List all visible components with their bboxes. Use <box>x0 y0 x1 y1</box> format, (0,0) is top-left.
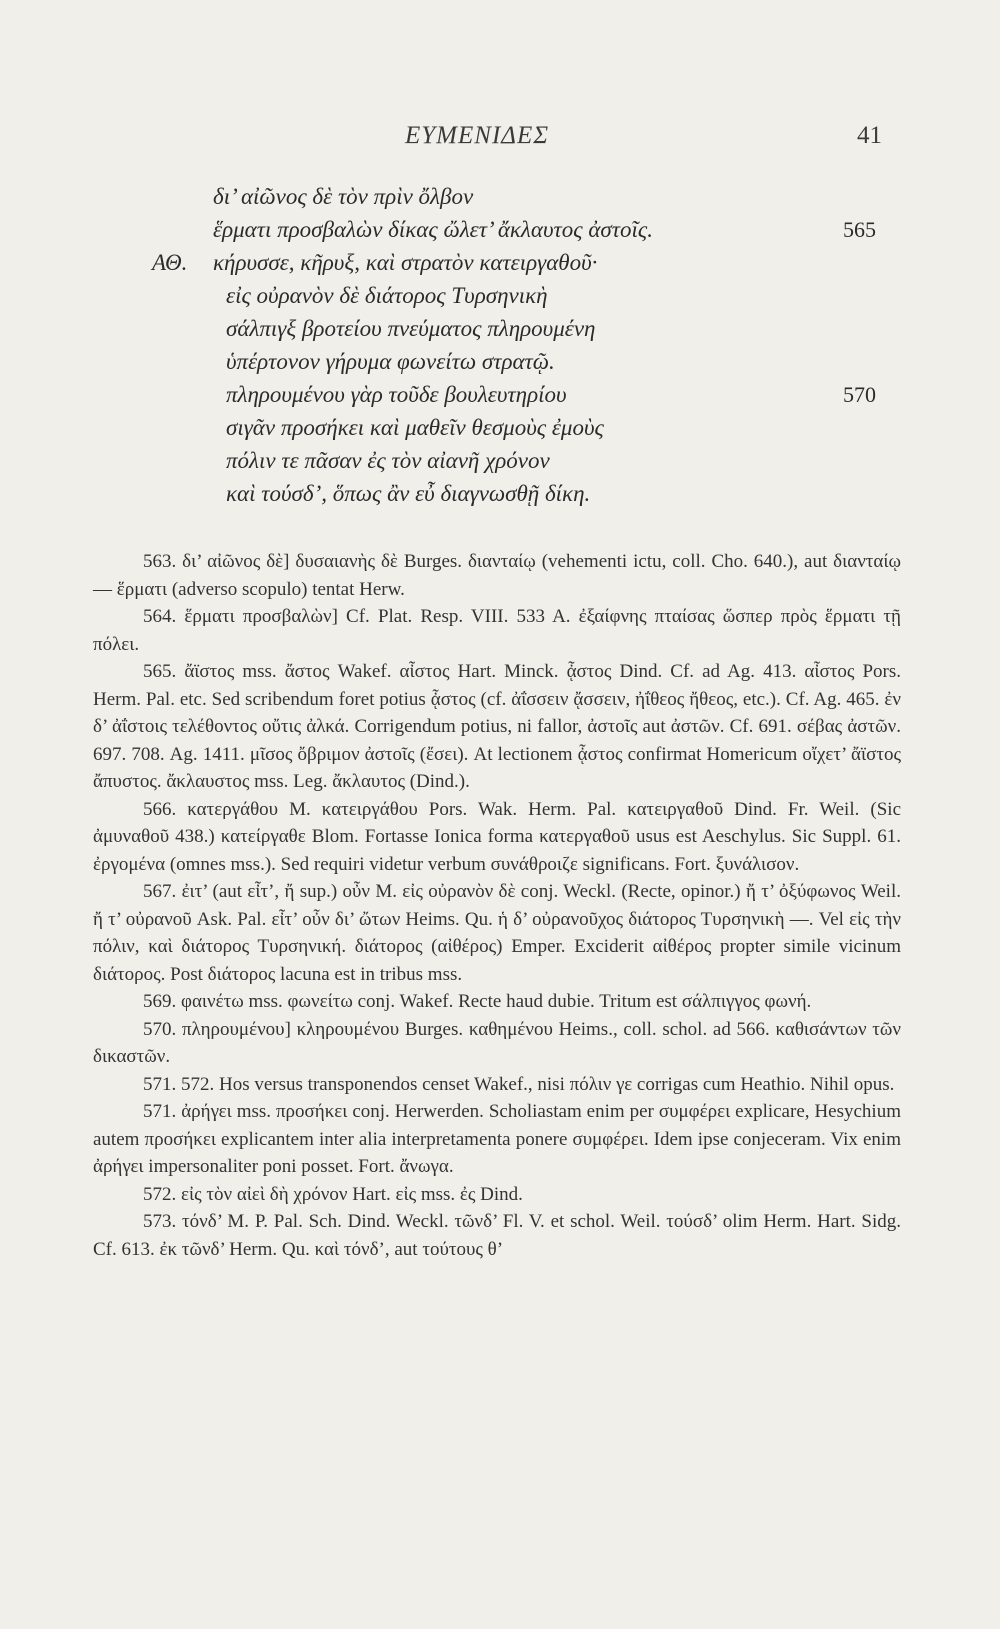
verse-line-text: ἕρματι προσβαλὼν δίκας ὤλετ’ ἄκλαυτος ἀστοῖς. <box>213 217 653 242</box>
verse-line <box>0 213 1000 246</box>
apparatus-note: 567. ἐιτ’ (aut εἶτ’, ἤ sup.) οὖν M. εἰς οὐρανὸν δὲ conj. Weckl. (Recte, opinor.) ἤ τ’ ὀξύφωνος Weil. ἤ τ’ οὐρανοῦ Ask. Pal. εἶτ’ οὖν δι’ ὤτων Heims. Qu. ἡ δ’ οὐρανοῦχος διάτορος Τυρσηνικὴ —. Vel εἰς τὴν πόλιν, καὶ διάτορος Τυρσηνική. διάτορος (αἰθέρος) Emper. Exciderit αἰθέρος propter simile vicinum διάτορος. Post διάτορος lacuna est in tribus mss. <box>93 881 901 985</box>
running-title: ΕΥΜΕΝΙΔΕΣ <box>405 122 550 149</box>
verse-line <box>0 279 1000 312</box>
apparatus-note: 563. δι’ αἰῶνος δὲ] δυσαιανὴς δὲ Burges. διανταίῳ (vehementi ictu, coll. Cho. 640.), aut διανταίῳ — ἕρματι (adverso scopulo) tentat Herw. <box>93 551 901 600</box>
apparatus-note: 569. φαινέτω mss. φωνείτω conj. Wakef. Recte haud dubie. Tritum est σάλπιγγος φωνή. <box>143 991 812 1012</box>
verse-line-text: κήρυσσε, κῆρυξ, καὶ στρατὸν κατειργαθοῦ· <box>213 250 598 275</box>
critical-apparatus <box>93 548 901 1263</box>
verse-line <box>0 411 1000 444</box>
verse-line <box>0 246 1000 279</box>
line-number: 565 <box>843 217 876 242</box>
verse-line-text: εἰς οὐρανὸν δὲ διάτορος Τυρσηνικὴ <box>226 283 548 308</box>
verse-line-text: ὑπέρτονον γήρυμα φωνείτω στρατῷ. <box>226 349 555 374</box>
verse-line <box>0 345 1000 378</box>
apparatus-note: 564. ἕρματι προσβαλὼν] Cf. Plat. Resp. VIII. 533 A. ἐξαίφνης πταίσας ὥσπερ πρὸς ἕρματι τῇ πόλει. <box>93 606 901 655</box>
apparatus-note: 566. κατεργάθου M. κατειργάθου Pors. Wak. Herm. Pal. κατειργαθοῦ Dind. Fr. Weil. (Sic ἀμυναθοῦ 438.) κατείργαθε Blom. Fortasse Ionica forma κατεργαθοῦ usus est Aeschylus. Sic Suppl. 61. ἐργομένα (omnes mss.). Sed requiri videtur verbum συνάθροιζε significans. Fort. ξυνάλισον. <box>93 798 901 875</box>
verse-line-text: πληρουμένου γὰρ τοῦδε βουλευτηρίου <box>226 382 567 407</box>
verse-line-text: σάλπιγξ βροτείου πνεύματος πληρουμένη <box>226 316 596 341</box>
verse-line-text: σιγᾶν προσήκει καὶ μαθεῖν θεσμοὺς ἐμοὺς <box>226 415 604 440</box>
verse-line <box>0 378 1000 411</box>
apparatus-note: 571. 572. Hos versus transponendos censet Wakef., nisi πόλιν γε corrigas cum Heathio. Nihil opus. <box>143 1073 895 1095</box>
apparatus-note: 573. τόνδ’ M. P. Pal. Sch. Dind. Weckl. τῶνδ’ Fl. V. et schol. Weil. τούσδ’ olim Herm. Hart. Sidg. Cf. 613. ἐκ τῶνδ’ Herm. Qu. καὶ τόνδ’, aut τούτους θ’ <box>93 1211 901 1260</box>
verse-line <box>0 312 1000 345</box>
speaker-label: ΑΘ. <box>152 250 188 275</box>
verse-line <box>0 477 1000 510</box>
verse-line <box>0 180 1000 213</box>
verse-text <box>0 180 1000 510</box>
page-header <box>0 122 1000 162</box>
apparatus-note: 565. ἄϊστος mss. ἄστος Wakef. αἶστος Hart. Minck. ᾆστος Dind. Cf. ad Ag. 413. αἶστος Pors. Herm. Pal. etc. Sed scribendum foret potius ᾆστος (cf. ἀΐσσειν ᾄσσειν, ἠΐθεος ἤθεος, etc.). Cf. Ag. 465. ἐν δ’ ἀΐστοις τελέθοντος οὔτις ἀλκά. Corrigendum potius, ni fallor, ἀστοῖς aut ἀστῶν. Cf. 691. σέβας ἀστῶν. 697. 708. Ag. 1411. μῖσος ὄβριμον ἀστοῖς (ἔσει). At lectionem ᾆστος confirmat Homericum οἴχετ’ ἄϊστος ἄπυστος. ἄκλαυστος mss. Leg. ἄκλαυτος (Dind.). <box>93 661 901 792</box>
apparatus-note: 571. ἀρήγει mss. προσήκει conj. Herwerden. Scholiastam enim per συμφέρει explicare, Hesychium autem προσήκει explicantem inter alia interpretamenta ponere συμφέρει. Idem ipse conjeceram. Vix enim ἀρήγει impersonaliter poni posset. Fort. ἄνωγα. <box>93 1101 901 1177</box>
page-number: 41 <box>857 122 882 149</box>
verse-line-text: πόλιν τε πᾶσαν ἐς τὸν αἰανῆ χρόνον <box>226 448 550 473</box>
verse-line-text: καὶ τούσδ’, ὅπως ἂν εὖ διαγνωσθῇ δίκη. <box>226 481 591 506</box>
apparatus-note: 570. πληρουμένου] κληρουμένου Burges. καθημένου Heims., coll. schol. ad 566. καθισάντων τῶν δικαστῶν. <box>93 1018 901 1067</box>
verse-line <box>0 444 1000 477</box>
apparatus-note: 572. εἰς τὸν αἰεὶ δὴ χρόνον Hart. εἰς mss. ἐς Dind. <box>143 1183 523 1205</box>
verse-line-text: δι’ αἰῶνος δὲ τὸν πρὶν ὄλβον <box>213 184 474 209</box>
line-number: 570 <box>843 382 876 407</box>
